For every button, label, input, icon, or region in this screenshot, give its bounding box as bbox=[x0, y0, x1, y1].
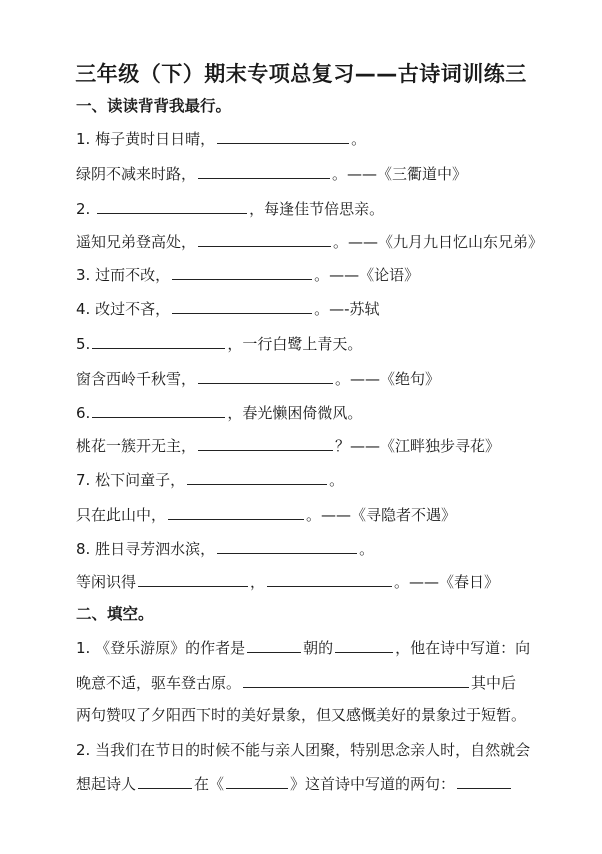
question-5-line-1 bbox=[76, 333, 362, 354]
question-text: 。——《春日》 bbox=[394, 573, 500, 591]
question-text: ， bbox=[250, 573, 266, 591]
question-text: 只在此山中， bbox=[76, 506, 167, 524]
question-text: 。 bbox=[351, 130, 367, 148]
answer-blank[interactable] bbox=[247, 637, 301, 653]
question-text: 绿阴不减来时路， bbox=[76, 165, 197, 183]
question-text: 想起诗人 bbox=[76, 775, 137, 793]
question-text: 遥知兄弟登高处， bbox=[76, 233, 197, 251]
fill-2-line-1: 2. 当我们在节日的时候不能与亲人团聚，特别思念亲人时，自然就会 bbox=[76, 741, 531, 759]
question-8-line-1 bbox=[76, 538, 374, 559]
answer-blank[interactable] bbox=[267, 571, 392, 587]
question-2-line-2 bbox=[76, 231, 543, 252]
answer-blank[interactable] bbox=[226, 773, 288, 789]
answer-blank[interactable] bbox=[187, 469, 327, 485]
question-text: 。——《寻隐者不遇》 bbox=[306, 506, 457, 524]
question-7-line-2 bbox=[76, 504, 456, 525]
section-1-heading: 一、读读背背我最行。 bbox=[76, 97, 232, 115]
answer-blank[interactable] bbox=[198, 163, 330, 179]
question-text: 朝的 bbox=[303, 639, 334, 657]
answer-blank[interactable] bbox=[172, 264, 312, 280]
question-6-line-2 bbox=[76, 435, 500, 456]
answer-blank[interactable] bbox=[168, 504, 304, 520]
question-3 bbox=[76, 264, 419, 285]
question-text: 。——《论语》 bbox=[314, 266, 420, 284]
section-2-heading: 二、填空。 bbox=[76, 605, 154, 623]
question-text: 3. 过而不改， bbox=[76, 266, 171, 284]
fill-2-line-2 bbox=[76, 773, 513, 794]
question-text: 。—-苏轼 bbox=[314, 300, 380, 318]
question-1-line-1 bbox=[76, 128, 366, 149]
question-text: ？——《江畔独步寻花》 bbox=[335, 437, 501, 455]
answer-blank[interactable] bbox=[138, 571, 248, 587]
question-text: 其中后 bbox=[471, 674, 517, 692]
question-2-line-1 bbox=[76, 198, 384, 219]
question-text: 在《 bbox=[194, 775, 225, 793]
question-4 bbox=[76, 298, 380, 319]
fill-1-line-1 bbox=[76, 637, 530, 658]
question-text: 1. 《登乐游原》的作者是 bbox=[76, 639, 246, 657]
question-text: 桃花一簇开无主， bbox=[76, 437, 197, 455]
question-8-line-2 bbox=[76, 571, 499, 592]
answer-blank[interactable] bbox=[198, 368, 333, 384]
answer-blank[interactable] bbox=[92, 333, 225, 349]
fill-1-line-2 bbox=[76, 672, 516, 693]
question-7-line-1 bbox=[76, 469, 344, 490]
answer-blank[interactable] bbox=[172, 298, 312, 314]
question-text: ，一行白鹭上青天。 bbox=[227, 335, 363, 353]
answer-blank[interactable] bbox=[198, 435, 333, 451]
question-text: 4. 改过不吝， bbox=[76, 300, 171, 318]
question-text: 。——《三衢道中》 bbox=[332, 165, 468, 183]
question-text: 2. bbox=[76, 200, 91, 218]
answer-blank[interactable] bbox=[97, 198, 247, 214]
question-text: 6. bbox=[76, 404, 91, 422]
fill-1-line-3: 两句赞叹了夕阳西下时的美好景象，但又感慨美好的景象过于短暂。 bbox=[76, 706, 527, 724]
question-text: ，春光懒困倚微风。 bbox=[227, 404, 363, 422]
question-text: 5. bbox=[76, 335, 91, 353]
question-text: 等闲识得 bbox=[76, 573, 137, 591]
answer-blank[interactable] bbox=[217, 538, 357, 554]
answer-blank[interactable] bbox=[335, 637, 393, 653]
answer-blank[interactable] bbox=[92, 402, 225, 418]
question-text: 》这首诗中写道的两句： bbox=[290, 775, 456, 793]
answer-blank[interactable] bbox=[198, 231, 331, 247]
question-text: ，每逢佳节倍思亲。 bbox=[249, 200, 385, 218]
question-5-line-2 bbox=[76, 368, 440, 389]
answer-blank[interactable] bbox=[243, 672, 469, 688]
question-text: 8. 胜日寻芳泗水滨， bbox=[76, 540, 216, 558]
question-text: 7. 松下问童子， bbox=[76, 471, 186, 489]
question-text: 。 bbox=[359, 540, 375, 558]
question-6-line-1 bbox=[76, 402, 362, 423]
page-title: 三年级（下）期末专项总复习——古诗词训练三 bbox=[75, 62, 527, 86]
question-text: ，他在诗中写道：向 bbox=[395, 639, 531, 657]
answer-blank[interactable] bbox=[217, 128, 349, 144]
question-1-line-2 bbox=[76, 163, 467, 184]
question-text: 窗含西岭千秋雪， bbox=[76, 370, 197, 388]
question-text: 1. 梅子黄时日日晴， bbox=[76, 130, 216, 148]
question-text: 。——《九月九日忆山东兄弟》 bbox=[333, 233, 544, 251]
question-text: 。 bbox=[329, 471, 345, 489]
question-text: 晚意不适，驱车登古原。 bbox=[76, 674, 242, 692]
question-text: 。——《绝句》 bbox=[335, 370, 441, 388]
answer-blank[interactable] bbox=[138, 773, 192, 789]
answer-blank[interactable] bbox=[457, 773, 511, 789]
